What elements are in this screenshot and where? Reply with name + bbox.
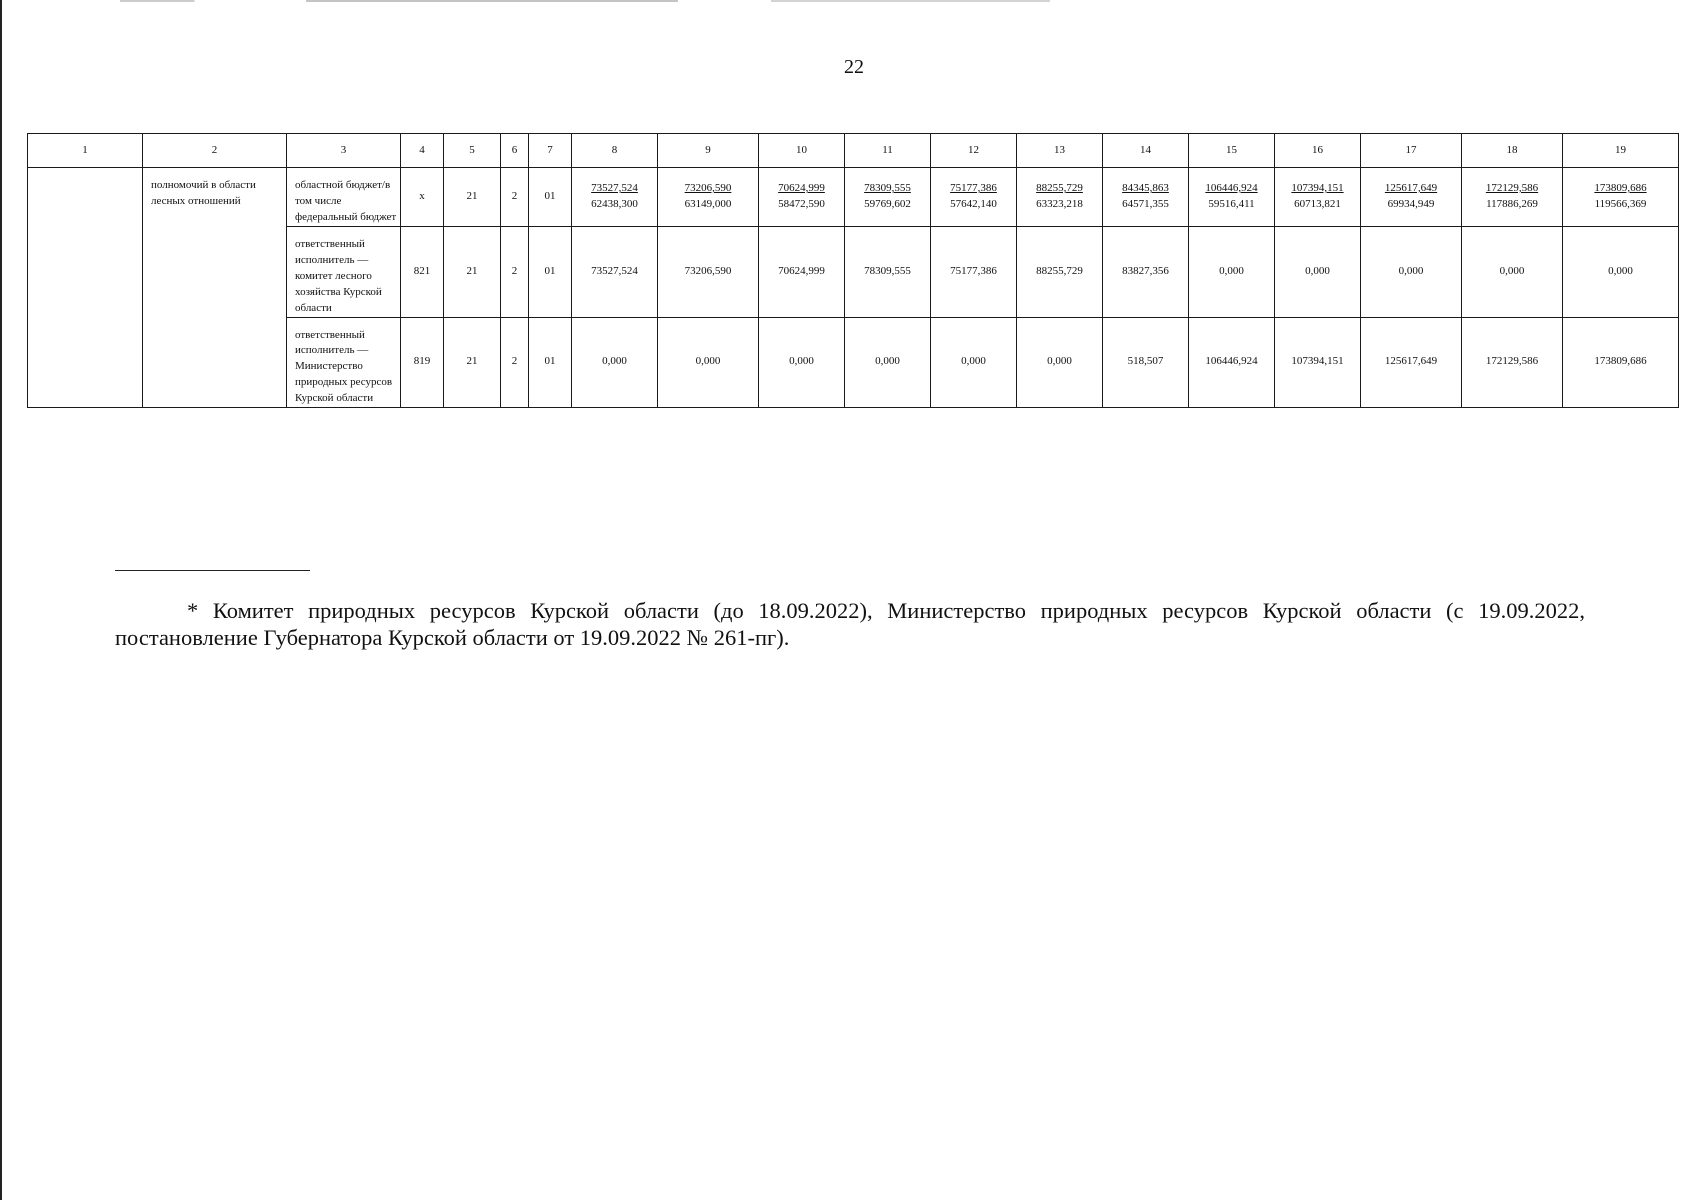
value-cell: 0,000 xyxy=(572,317,658,408)
column-header: 2 xyxy=(143,134,287,168)
scan-edge xyxy=(0,0,2,1200)
header-row xyxy=(28,134,1679,168)
funding-source-cell: ответственный исполнитель — Министерство природных ресурсов Курской области xyxy=(287,317,401,408)
value-federal: 64571,355 xyxy=(1122,197,1169,210)
value-cell xyxy=(1462,168,1563,227)
value-total: 107394,151 xyxy=(1291,181,1344,194)
value-cell xyxy=(1189,168,1275,227)
value-cell xyxy=(1103,168,1189,227)
value-federal: 63149,000 xyxy=(684,197,732,210)
value-federal: 59516,411 xyxy=(1208,197,1255,210)
value-cell: 0,000 xyxy=(1189,226,1275,317)
value-cell xyxy=(1563,168,1679,227)
footnote-text: * Комитет природных ресурсов Курской области (до 18.09.2022), Министерство природных ресурсов Курской области (с 19.09.2022, постановление Губернатора Курской области от 19.09.2022 № 261-пг). xyxy=(115,598,1585,651)
code-cell: 2 xyxy=(501,317,529,408)
column-header: 10 xyxy=(759,134,845,168)
column-header: 13 xyxy=(1017,134,1103,168)
code-cell: 21 xyxy=(444,226,501,317)
value-total: 73206,590 xyxy=(684,181,732,194)
code-cell: 821 xyxy=(401,226,444,317)
value-cell: 73206,590 xyxy=(658,226,759,317)
page-number: 22 xyxy=(844,56,864,78)
scan-artifact xyxy=(120,0,1050,2)
column-header: 5 xyxy=(444,134,501,168)
value-cell: 0,000 xyxy=(1017,317,1103,408)
value-total: 125617,649 xyxy=(1384,181,1438,194)
funding-source-cell: областной бюджет/в том числе федеральный бюджет xyxy=(287,168,401,227)
value-federal: 62438,300 xyxy=(591,197,638,210)
column-header: 7 xyxy=(529,134,572,168)
value-cell: 0,000 xyxy=(1275,226,1361,317)
value-federal: 59769,602 xyxy=(864,197,911,210)
value-cell: 106446,924 xyxy=(1189,317,1275,408)
value-federal: 117886,269 xyxy=(1486,197,1538,210)
column-header: 16 xyxy=(1275,134,1361,168)
value-federal: 63323,218 xyxy=(1036,197,1083,210)
value-cell xyxy=(845,168,931,227)
code-cell: 21 xyxy=(444,168,501,227)
code-cell: 01 xyxy=(529,168,572,227)
column-header: 17 xyxy=(1361,134,1462,168)
value-cell xyxy=(931,168,1017,227)
value-cell: 88255,729 xyxy=(1017,226,1103,317)
value-federal: 119566,369 xyxy=(1594,197,1647,210)
code-cell: 01 xyxy=(529,226,572,317)
column-header: 1 xyxy=(28,134,143,168)
column-header: 18 xyxy=(1462,134,1563,168)
value-cell xyxy=(658,168,759,227)
column-header: 14 xyxy=(1103,134,1189,168)
program-name-cell: полномочий в области лесных отношений xyxy=(143,168,287,408)
value-cell xyxy=(1275,168,1361,227)
value-cell: 83827,356 xyxy=(1103,226,1189,317)
funding-source-cell: ответственный исполнитель — комитет лесного хозяйства Курской области xyxy=(287,226,401,317)
value-cell: 0,000 xyxy=(1462,226,1563,317)
column-header: 3 xyxy=(287,134,401,168)
column-header: 15 xyxy=(1189,134,1275,168)
value-cell xyxy=(572,168,658,227)
value-cell: 0,000 xyxy=(1563,226,1679,317)
value-total: 78309,555 xyxy=(864,181,911,194)
column-header: 19 xyxy=(1563,134,1679,168)
code-cell: 2 xyxy=(501,168,529,227)
value-cell: 73527,524 xyxy=(572,226,658,317)
code-cell: 01 xyxy=(529,317,572,408)
value-cell: 107394,151 xyxy=(1275,317,1361,408)
column-header: 4 xyxy=(401,134,444,168)
code-cell: 2 xyxy=(501,226,529,317)
value-federal: 57642,140 xyxy=(950,197,997,210)
value-cell: 0,000 xyxy=(759,317,845,408)
code-cell: 21 xyxy=(444,317,501,408)
column-header: 6 xyxy=(501,134,529,168)
value-total: 75177,386 xyxy=(950,181,997,194)
value-cell: 125617,649 xyxy=(1361,317,1462,408)
value-cell: 0,000 xyxy=(658,317,759,408)
value-federal: 58472,590 xyxy=(778,197,825,210)
value-total: 73527,524 xyxy=(591,181,638,194)
value-cell: 0,000 xyxy=(931,317,1017,408)
code-cell: 819 xyxy=(401,317,444,408)
column-header: 8 xyxy=(572,134,658,168)
value-cell xyxy=(1361,168,1462,227)
code-cell: х xyxy=(401,168,444,227)
value-total: 88255,729 xyxy=(1036,181,1083,194)
value-total: 70624,999 xyxy=(778,181,825,194)
column-header: 12 xyxy=(931,134,1017,168)
column-header: 11 xyxy=(845,134,931,168)
value-cell: 518,507 xyxy=(1103,317,1189,408)
value-federal: 60713,821 xyxy=(1294,197,1341,210)
value-cell xyxy=(759,168,845,227)
value-cell: 0,000 xyxy=(845,317,931,408)
value-cell: 173809,686 xyxy=(1563,317,1679,408)
value-total: 172129,586 xyxy=(1485,181,1539,194)
value-cell xyxy=(1017,168,1103,227)
table-row xyxy=(28,168,1679,227)
value-federal: 69934,949 xyxy=(1387,197,1435,210)
column-header: 9 xyxy=(658,134,759,168)
empty-cell xyxy=(28,168,143,408)
value-total: 84345,863 xyxy=(1122,181,1169,194)
budget-table xyxy=(27,133,1679,408)
value-cell: 78309,555 xyxy=(845,226,931,317)
value-total: 173809,686 xyxy=(1594,181,1647,194)
value-cell: 70624,999 xyxy=(759,226,845,317)
footnote-divider xyxy=(115,570,310,571)
value-total: 106446,924 xyxy=(1205,181,1258,194)
value-cell: 75177,386 xyxy=(931,226,1017,317)
value-cell: 172129,586 xyxy=(1462,317,1563,408)
value-cell: 0,000 xyxy=(1361,226,1462,317)
